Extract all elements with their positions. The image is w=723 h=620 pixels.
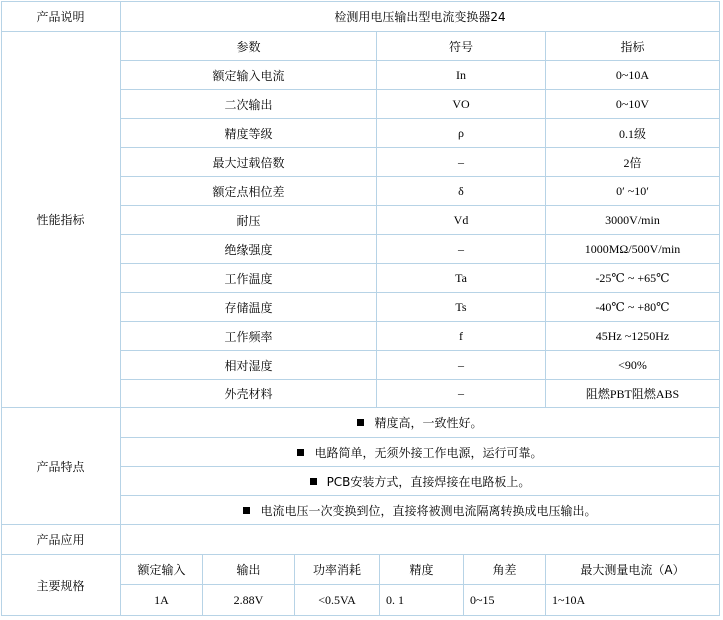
spec-value: 0~15 [464,585,546,616]
spec-value: 0. 1 [380,585,464,616]
header-symbol: 符号 [377,32,546,61]
param-symbol: – [377,148,546,177]
spec-header: 精度 [380,555,464,585]
feature-item [121,408,720,438]
param-value: 0.1级 [546,119,720,148]
performance-label: 性能指标 [1,32,121,408]
bullet-icon [357,419,364,426]
param-name: 相对湿度 [121,351,377,380]
feature-item [121,496,720,525]
spec-header: 额定输入 [121,555,203,585]
param-symbol: Vd [377,206,546,235]
param-symbol: δ [377,177,546,206]
features-label: 产品特点 [1,408,121,525]
param-name: 存储温度 [121,293,377,322]
param-value: 3000V/min [546,206,720,235]
param-name: 工作温度 [121,264,377,293]
param-value: 45Hz ~1250Hz [546,322,720,351]
spec-value: 2.88V [203,585,295,616]
spec-header: 功率消耗 [295,555,380,585]
feature-text: 电路简单，无须外接工作电源，运行可靠。 [314,445,543,460]
spec-value: <0.5VA [295,585,380,616]
param-name: 二次输出 [121,90,377,119]
param-symbol: – [377,351,546,380]
param-value: -25℃ ~ +65℃ [546,264,720,293]
param-value: -40℃ ~ +80℃ [546,293,720,322]
spec-value: 1A [121,585,203,616]
param-value: 0~10A [546,61,720,90]
description-label: 产品说明 [1,1,121,32]
feature-item [121,438,720,467]
param-name: 精度等级 [121,119,377,148]
param-value: 0′ ~10′ [546,177,720,206]
param-symbol: – [377,380,546,408]
param-value: 1000MΩ/500V/min [546,235,720,264]
spec-header: 输出 [203,555,295,585]
param-name: 工作频率 [121,322,377,351]
specs-label: 主要规格 [1,555,121,616]
application-value [121,525,720,555]
param-name: 外壳材料 [121,380,377,408]
param-name: 最大过载倍数 [121,148,377,177]
param-symbol: f [377,322,546,351]
description-value: 检测用电压输出型电流变换器24 [121,1,720,32]
param-symbol: Ts [377,293,546,322]
spec-header: 角差 [464,555,546,585]
application-label: 产品应用 [1,525,121,555]
bullet-icon [243,507,250,514]
spec-header: 最大测量电流（A） [546,555,720,585]
param-name: 额定点相位差 [121,177,377,206]
param-name: 耐压 [121,206,377,235]
param-symbol: VO [377,90,546,119]
param-name: 绝缘强度 [121,235,377,264]
param-symbol: ρ [377,119,546,148]
param-value: 2倍 [546,148,720,177]
param-name: 额定输入电流 [121,61,377,90]
header-parameter: 参数 [121,32,377,61]
header-spec: 指标 [546,32,720,61]
spec-value: 1~10A [546,585,720,616]
param-value: <90% [546,351,720,380]
param-symbol: Ta [377,264,546,293]
bullet-icon [310,478,317,485]
bullet-icon [297,449,304,456]
param-value: 0~10V [546,90,720,119]
feature-text: 电流电压一次变换到位，直接将被测电流隔离转换成电压输出。 [260,503,597,518]
feature-text: 精度高，一致性好。 [374,416,483,430]
feature-text: PCB安装方式，直接焊接在电路板上。 [326,474,531,489]
param-value: 阻燃PBT阻燃ABS [546,380,720,408]
feature-item [121,467,720,496]
param-symbol: – [377,235,546,264]
param-symbol: In [377,61,546,90]
